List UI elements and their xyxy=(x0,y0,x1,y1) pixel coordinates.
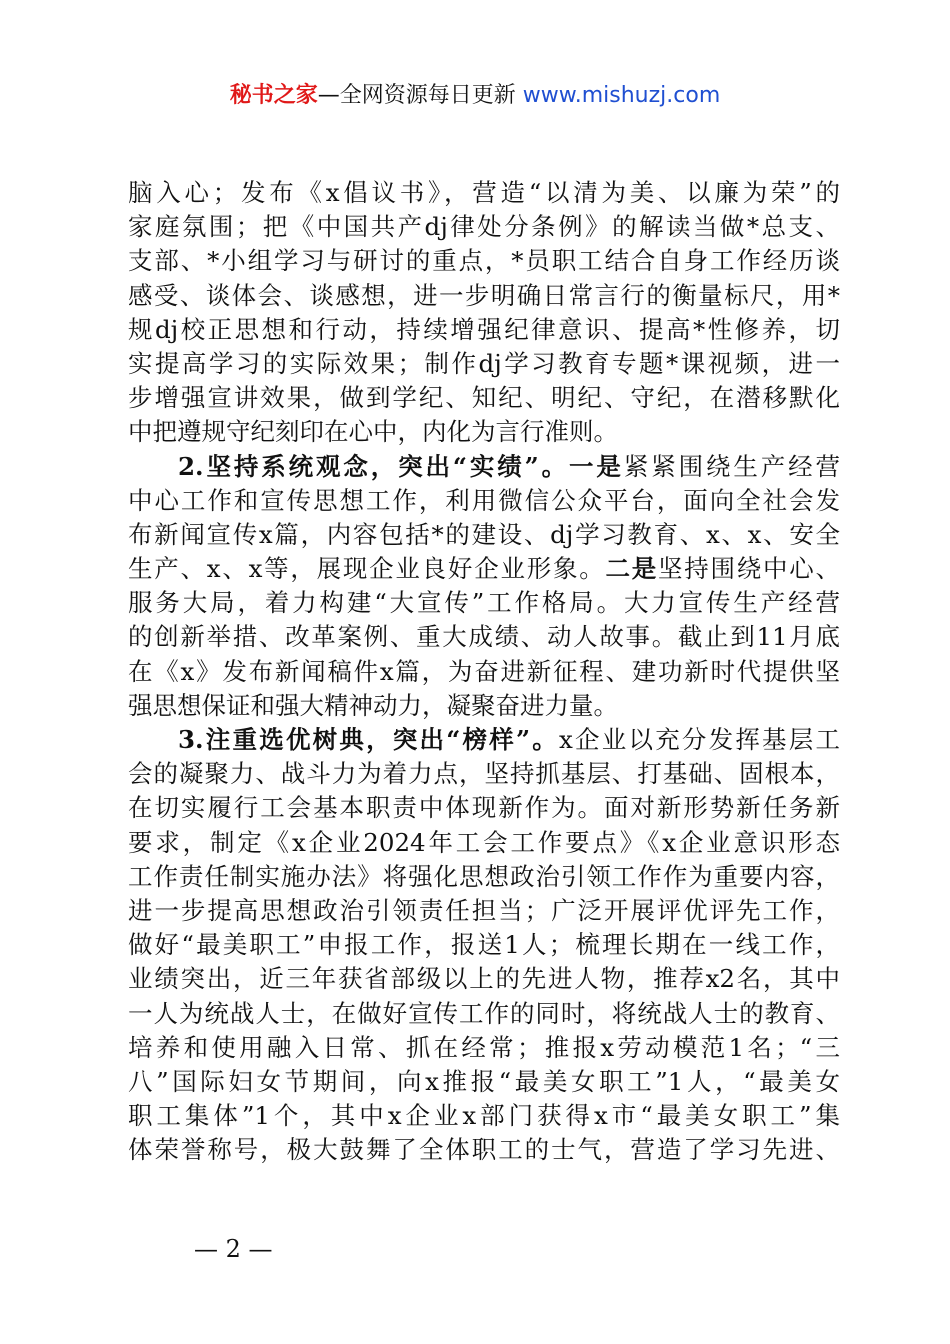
text-line: 职工集体”1个，其中x企业x部门获得x市“最美女职工”集 xyxy=(128,1101,840,1131)
paragraph-2 xyxy=(128,450,840,724)
text-span: 紧紧围绕生产经营 xyxy=(623,451,840,481)
text-line: 步增强宣讲效果，做到学纪、知纪、明纪、守纪，在潜移默化 xyxy=(128,383,840,413)
paragraph-heading-line xyxy=(128,450,840,484)
text-line: 的创新举措、改革案例、重大成绩、动人故事。截止到11月底 xyxy=(128,622,840,652)
site-header xyxy=(0,80,950,112)
text-line: 要求，制定《x企业2024年工会工作要点》《x企业意识形态 xyxy=(128,827,840,857)
text-line: 业绩突出，近三年获省部级以上的先进人物，推荐x2名，其中 xyxy=(128,964,840,994)
text-line: 强思想保证和强大精神动力，凝聚奋进力量。 xyxy=(128,690,618,720)
text-line: 进一步提高思想政治引领责任担当；广泛开展评优评先工作， xyxy=(128,895,840,925)
brand-name: 秘书之家 xyxy=(229,83,318,108)
text-line: 规dj校正思想和行动，持续增强纪律意识、提高*性修养，切 xyxy=(128,314,840,344)
paragraph-3 xyxy=(128,723,840,1167)
bold-marker: 二是 xyxy=(605,554,658,584)
text-span: 坚持围绕中心、 xyxy=(657,554,840,584)
text-line: 中心工作和宣传思想工作，利用微信公众平台，面向全社会发 xyxy=(128,485,840,515)
bold-marker: 一是 xyxy=(569,451,624,481)
text-line: 服务大局，着力构建“大宣传”工作格局。大力宣传生产经营 xyxy=(128,588,840,618)
text-line: 在切实履行工会基本职责中体现新作为。面对新形势新任务新 xyxy=(128,793,840,823)
text-line: 家庭氛围；把《中国共产dj律处分条例》的解读当做*总支、 xyxy=(128,212,840,242)
text-line: 培养和使用融入日常、抓在经常；推报x劳动模范1名；“三 xyxy=(128,1032,840,1062)
text-span: x企业以充分发挥基层工 xyxy=(559,725,840,754)
paragraph-1 xyxy=(128,176,840,450)
header-slogan: —全网资源每日更新 xyxy=(317,83,523,108)
text-line-mixed xyxy=(128,552,840,586)
text-line: 体荣誉称号，极大鼓舞了全体职工的士气，营造了学习先进、 xyxy=(128,1135,840,1165)
text-line: 支部、*小组学习与研讨的重点，*员职工结合自身工作经历谈 xyxy=(128,246,840,276)
site-url: www.mishuzj.com xyxy=(522,83,721,108)
text-span: 生产、x、x等，展现企业良好企业形象。 xyxy=(128,554,606,584)
text-line: 在《x》发布新闻稿件x篇，为奋进新征程、建功新时代提供坚 xyxy=(128,656,840,686)
text-line: 中把遵规守纪刻印在心中，内化为言行准则。 xyxy=(128,417,618,447)
section-heading: 3.注重选优树典，突出“榜样”。 xyxy=(178,725,560,754)
section-heading: 2.坚持系统观念，突出“实绩”。 xyxy=(178,451,570,481)
page-number: — 2 — xyxy=(194,1235,273,1263)
text-line: 一人为统战人士，在做好宣传工作的同时，将统战人士的教育、 xyxy=(128,998,840,1028)
document-body xyxy=(128,176,840,1167)
text-line: 八”国际妇女节期间，向x推报“最美女职工”1人，“最美女 xyxy=(128,1066,840,1096)
text-line: 工作责任制实施办法》将强化思想政治引领工作作为重要内容， xyxy=(128,861,840,891)
text-line: 会的凝聚力、战斗力为着力点，坚持抓基层、打基础、固根本， xyxy=(128,759,840,789)
text-line: 实提高学习的实际效果；制作dj学习教育专题*课视频，进一 xyxy=(128,348,840,378)
text-line: 感受、谈体会、谈感想，进一步明确日常言行的衡量标尺，用* xyxy=(128,280,840,310)
text-line: 布新闻宣传x篇，内容包括*的建设、dj学习教育、x、x、安全 xyxy=(128,519,840,549)
text-line: 脑入心；发布《x倡议书》，营造“以清为美、以廉为荣”的 xyxy=(128,178,840,207)
paragraph-heading-line xyxy=(128,723,840,757)
text-line: 做好“最美职工”申报工作，报送1人；梳理长期在一线工作， xyxy=(128,930,840,960)
